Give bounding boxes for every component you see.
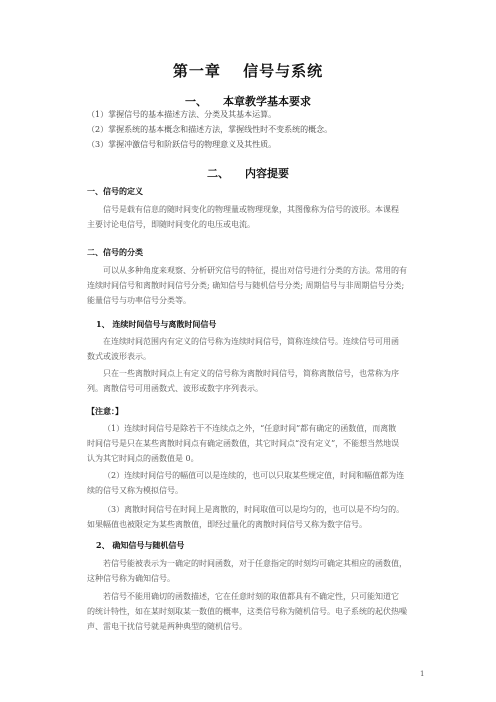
paragraph-deterministic-signal: 若信号能被表示为一确定的时间函数，对于任意指定的时刻均可确定其相应的函数值， 这种信号称为确知信号。 bbox=[87, 559, 407, 583]
requirement-item: （3）掌握冲激信号和阶跃信号的物理意义及其性质。 bbox=[87, 140, 277, 149]
section-number: 一、 bbox=[185, 95, 207, 108]
note-paragraph-3: （3）离散时间信号在时间上是离散的，时间取值可以是均匀的，也可以是不均匀的。 如果幅值也被限定为某些离散值，即经过量化的离散时间信号又称为数字信号。 bbox=[87, 505, 405, 529]
note-paragraph-2: （2）连续时间信号的幅值可以是连续的，也可以只取某些规定值，时间和幅值都为连 续的信号又称为模拟信号。 bbox=[87, 471, 405, 495]
paragraph-continuous-signal: 在连续时间范围内有定义的信号称为连续时间信号，简称连续信号。连续信号可用函 数式或波形表示。 bbox=[87, 337, 399, 361]
paragraph-definition: 信号是载有信息的随时间变化的物理量或物理现象，其图像称为信号的波形。本课程 主要讨论电信号，即随时间变化的电压或电流。 bbox=[87, 205, 399, 229]
item-heading-deterministic-random: 2、 确知信号与随机信号 bbox=[96, 540, 185, 550]
page-number: 1 bbox=[420, 670, 425, 678]
item-heading-continuous-discrete: 1、 连续时间信号与离散时间信号 bbox=[96, 319, 217, 329]
requirements-list bbox=[87, 107, 427, 152]
requirement-item: （2）掌握系统的基本概念和描述方法，掌握线性时不变系统的概念。 bbox=[87, 125, 333, 134]
paragraph-discrete-signal: 只在一些离散时间点上有定义的信号称为离散时间信号，简称离散信号，也常称为序 列。离散信号可用函数式、波形或数字序列表示。 bbox=[87, 369, 399, 393]
section-title: 内容提要 bbox=[245, 167, 289, 180]
note-paragraph-1: （1）连续时间信号是除若干不连续点之外，“任意时间”都有确定的函数值，而离散 时间信号是只在某些离散时间点有确定函数值，其它时间点“没有定义”，不能想当然地误 认为其它时间点的函数值是 0。 bbox=[87, 424, 400, 463]
section-heading-summary bbox=[0, 165, 496, 181]
subsection-heading-definition: 一、信号的定义 bbox=[87, 186, 143, 196]
note-heading: 【注意：】 bbox=[87, 406, 123, 416]
section-number: 二、 bbox=[207, 167, 229, 180]
section-title: 本章教学基本要求 bbox=[223, 95, 311, 108]
paragraph-classification: 可以从多种角度来观察、分析研究信号的特征，提出对信号进行分类的方法。常用的有 连续时间信号和离散时间信号分类; 确知信号与随机信号分类; 周期信号与非周期信号分类; 能量信号与功率信号分类等。 bbox=[87, 266, 407, 305]
paragraph-random-signal: 若信号不能用确切的函数描述，它在任意时刻的取值都具有不确定性，只可能知道它 的统计特性，如在某时刻取某一数值的概率，这类信号称为随机信号。电子系统的起伏热噪 声、雷电干扰信号就是两种典型的随机信号。 bbox=[87, 592, 407, 631]
subsection-heading-classification: 二、信号的分类 bbox=[87, 247, 143, 257]
chapter-title: 第一章 信号与系统 bbox=[172, 62, 324, 80]
requirement-item: （1）掌握信号的基本描述方法、分类及其基本运算。 bbox=[87, 110, 277, 119]
